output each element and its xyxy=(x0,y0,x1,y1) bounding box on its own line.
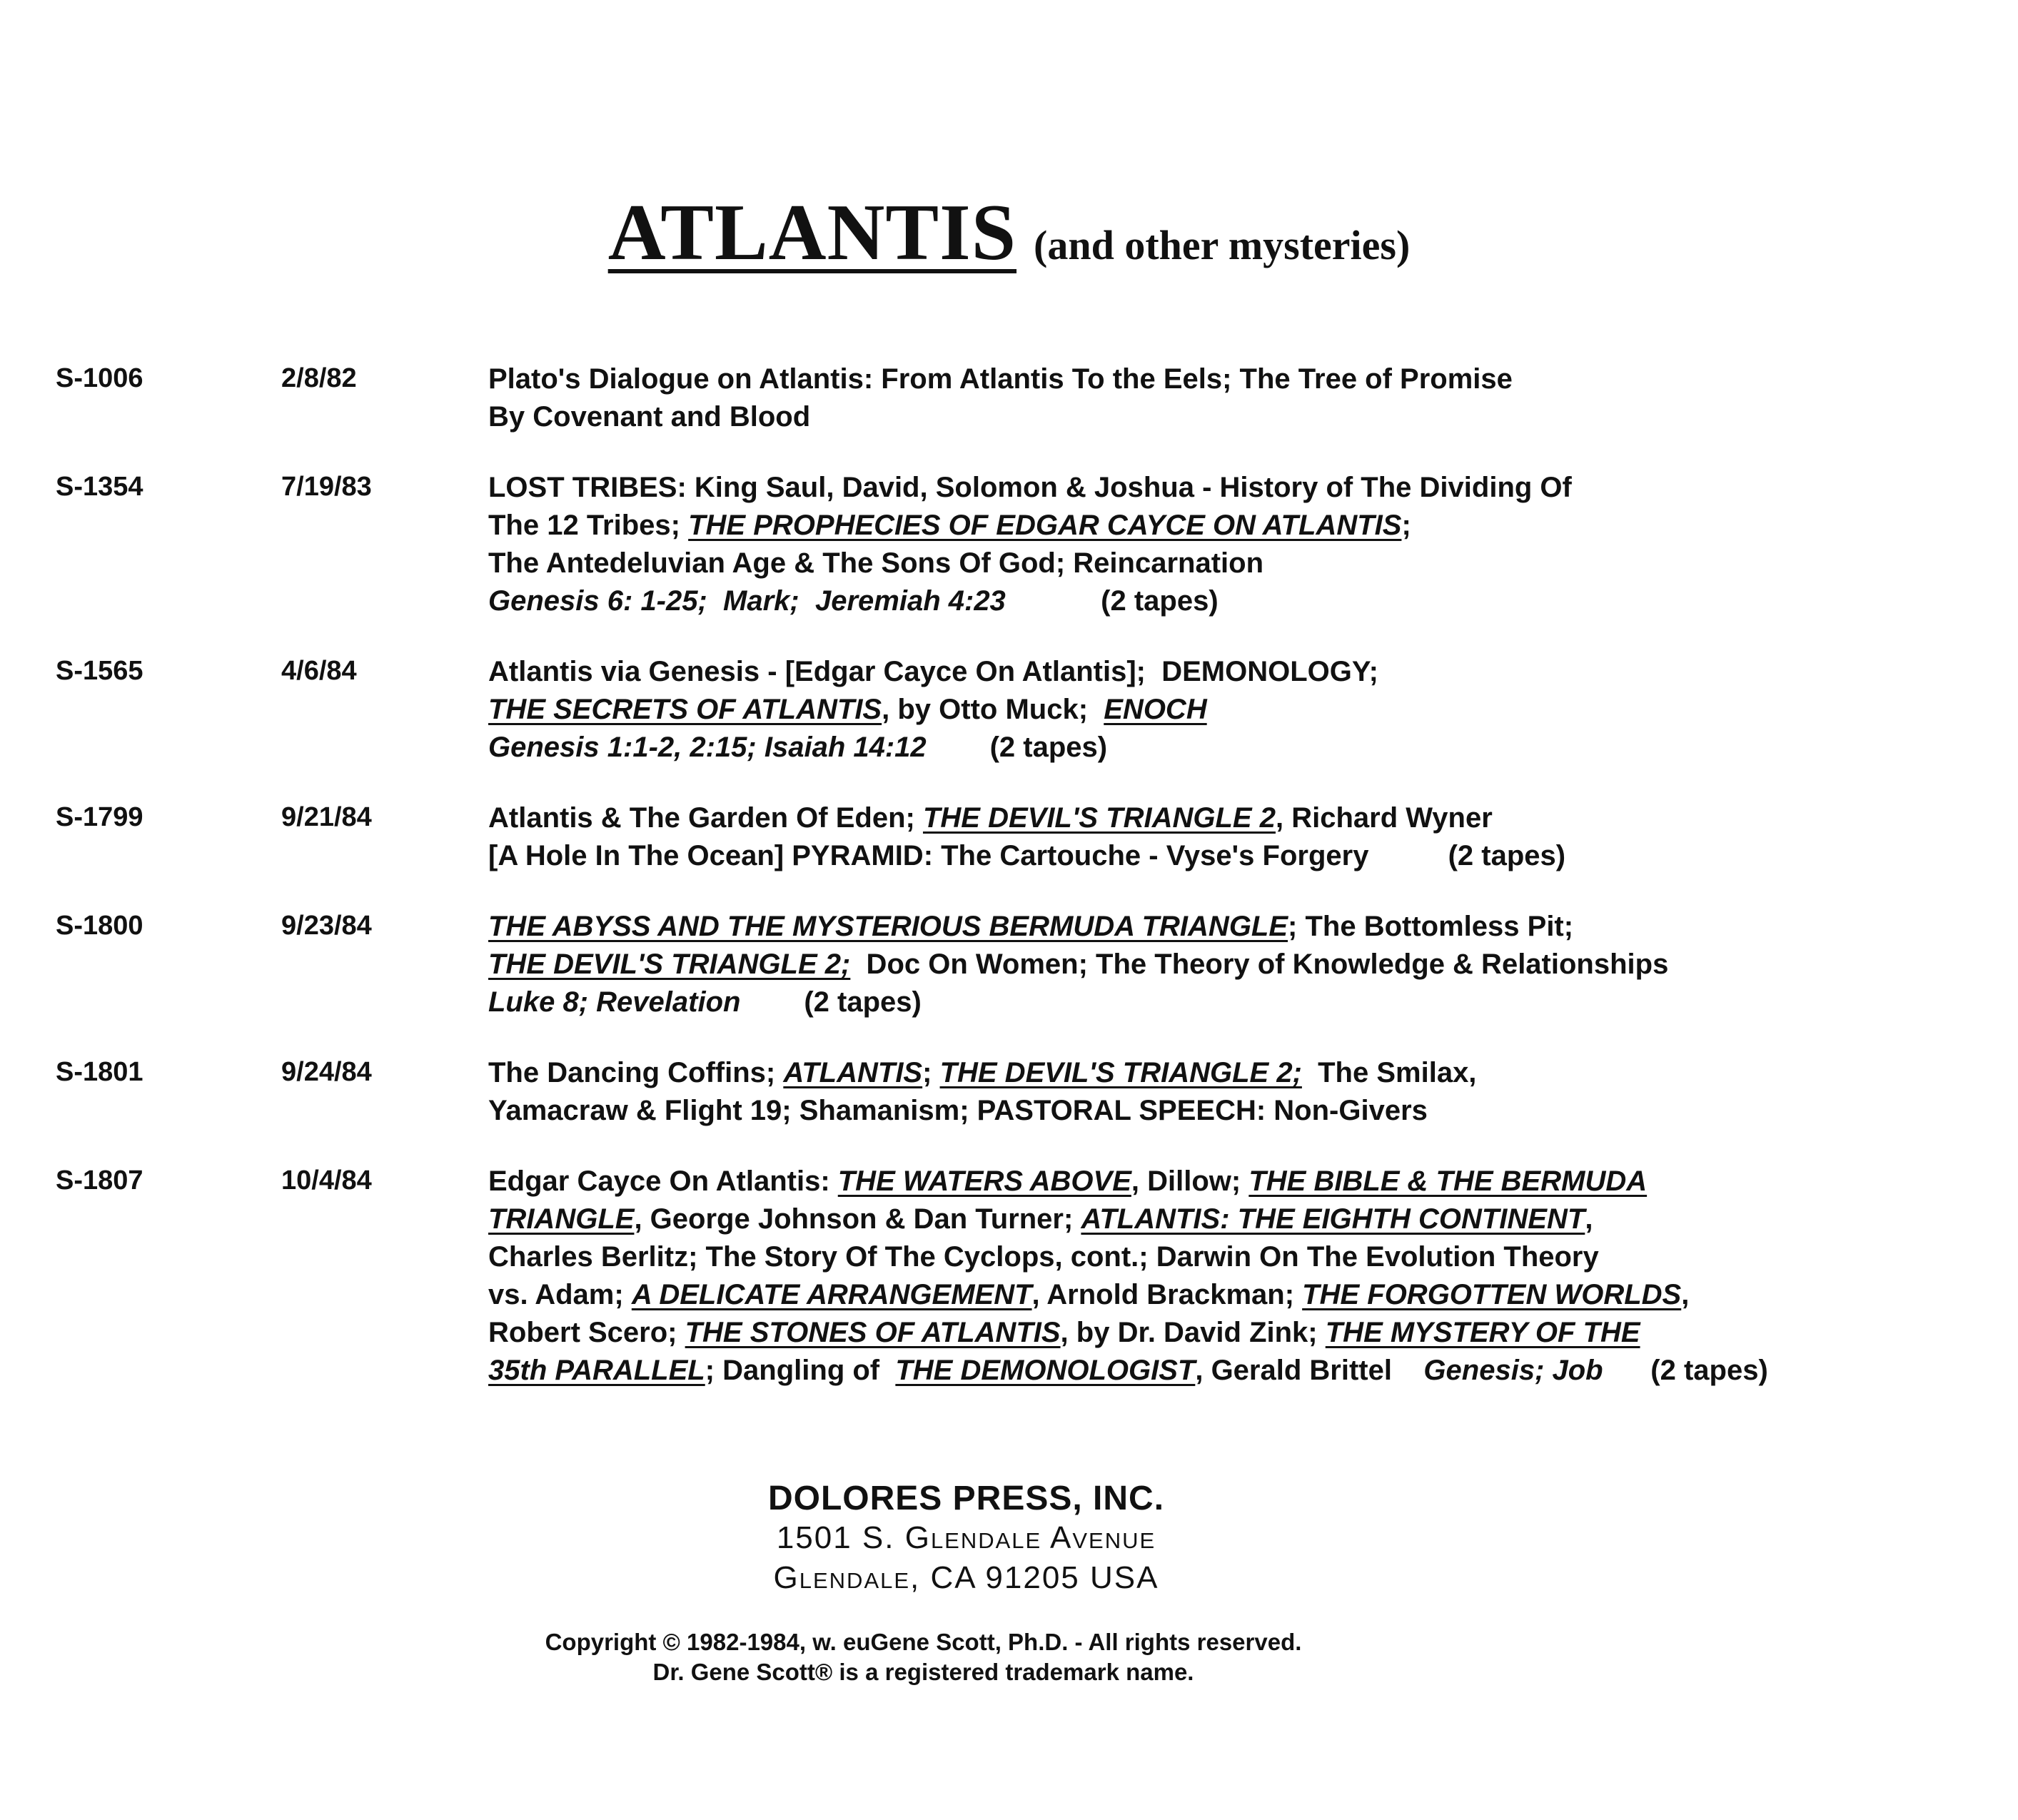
underlined-title: THE WATERS ABOVE xyxy=(837,1166,1131,1197)
description-line xyxy=(488,908,1944,946)
description-line xyxy=(488,691,1944,729)
publisher-address-line1: 1501 S. Glendale Avenue xyxy=(776,1520,1156,1555)
tape-description xyxy=(488,469,1944,620)
description-line xyxy=(488,1092,1944,1130)
underlined-title: TRIANGLE xyxy=(488,1203,635,1235)
publisher-address-line2: Glendale, CA 91205 USA xyxy=(773,1560,1159,1595)
description-text: By Covenant and Blood xyxy=(488,401,811,433)
underlined-title: THE DEVIL'S TRIANGLE 2 xyxy=(922,802,1276,834)
description-text: LOST TRIBES: King Saul, David, Solomon & Joshua - History of The Dividing Of xyxy=(488,472,1572,503)
description-text: Yamacraw & Flight 19; Shamanism; PASTORAL SPEECH: Non-Givers xyxy=(488,1095,1428,1126)
tape-description xyxy=(488,653,1944,767)
tape-code: S-1354 xyxy=(56,472,143,502)
description-line xyxy=(488,360,1944,398)
copyright-block xyxy=(0,1627,1932,1687)
tape-date: 9/24/84 xyxy=(281,1057,372,1087)
tape-entry xyxy=(56,908,1983,1021)
description-text: vs. Adam; xyxy=(488,1279,632,1310)
description-text: (2 tapes) xyxy=(1368,840,1566,871)
underlined-title: ATLANTIS: THE EIGHTH CONTINENT xyxy=(1081,1203,1585,1235)
tape-date: 9/21/84 xyxy=(281,802,372,832)
tape-entry xyxy=(56,799,1983,875)
title-block xyxy=(0,187,2018,279)
tape-date: 2/8/82 xyxy=(281,363,357,393)
description-text: , Richard Wyner xyxy=(1275,802,1493,834)
description-text: Robert Scero; xyxy=(488,1317,685,1348)
tape-description xyxy=(488,908,1944,1021)
page-subtitle: (and other mysteries) xyxy=(1034,222,1411,268)
description-line xyxy=(488,398,1944,436)
description-line xyxy=(488,799,1944,837)
underlined-title: 35th PARALLEL xyxy=(488,1355,705,1386)
description-text: (2 tapes) xyxy=(740,986,922,1018)
description-line xyxy=(488,1200,1944,1238)
description-line xyxy=(488,469,1944,507)
description-text: Atlantis via Genesis - [Edgar Cayce On Atlantis]; DEMONOLOGY; xyxy=(488,656,1378,687)
description-text: (2 tapes) xyxy=(926,732,1108,763)
description-text: ; xyxy=(1401,510,1411,541)
underlined-title: THE PROPHECIES OF EDGAR CAYCE ON ATLANTIS xyxy=(688,510,1402,541)
description-text: ; The Bottomless Pit; xyxy=(1288,911,1574,942)
scripture-reference: Luke 8; Revelation xyxy=(488,986,741,1018)
underlined-title: THE ABYSS AND THE MYSTERIOUS BERMUDA TRIANGLE xyxy=(488,911,1288,942)
description-line xyxy=(488,1352,1944,1390)
underlined-title: THE DEMONOLOGIST xyxy=(895,1355,1196,1386)
underlined-title: THE MYSTERY OF THE xyxy=(1325,1317,1640,1348)
description-text: The Dancing Coffins; xyxy=(488,1057,784,1088)
copyright-line1: Copyright © 1982-1984, w. euGene Scott, Ph.D. - All rights reserved. xyxy=(545,1629,1302,1655)
underlined-title: THE FORGOTTEN WORLDS xyxy=(1302,1279,1682,1310)
tape-description xyxy=(488,1054,1944,1130)
description-text: Edgar Cayce On Atlantis: xyxy=(488,1166,838,1197)
description-line xyxy=(488,1314,1944,1352)
description-line xyxy=(488,984,1944,1021)
underlined-title: ATLANTIS xyxy=(783,1057,923,1088)
description-line xyxy=(488,653,1944,691)
description-line xyxy=(488,507,1944,545)
description-line xyxy=(488,946,1944,984)
description-text: Plato's Dialogue on Atlantis: From Atlantis To the Eels; The Tree of Promise xyxy=(488,363,1513,395)
copyright-line2: Dr. Gene Scott® is a registered trademark name. xyxy=(652,1659,1194,1685)
underlined-title: THE STONES OF ATLANTIS xyxy=(685,1317,1061,1348)
description-line xyxy=(488,1238,1944,1276)
description-line xyxy=(488,1054,1944,1092)
publisher-block xyxy=(0,1479,2018,1598)
description-text: The Antedeluvian Age & The Sons Of God; Reincarnation xyxy=(488,547,1264,579)
underlined-title: THE DEVIL'S TRIANGLE 2; xyxy=(939,1057,1302,1088)
description-line xyxy=(488,837,1944,875)
description-text: (2 tapes) xyxy=(1005,585,1219,617)
description-text: , Arnold Brackman; xyxy=(1031,1279,1303,1310)
description-line xyxy=(488,545,1944,582)
description-text: , George Johnson & Dan Turner; xyxy=(634,1203,1081,1235)
tape-description xyxy=(488,1163,1944,1390)
tape-code: S-1006 xyxy=(56,363,143,393)
description-line xyxy=(488,1276,1944,1314)
description-text: , by Otto Muck; xyxy=(882,694,1104,725)
tape-entry xyxy=(56,469,1983,620)
tape-date: 7/19/83 xyxy=(281,472,372,502)
description-text: Atlantis & The Garden Of Eden; xyxy=(488,802,923,834)
tape-code: S-1565 xyxy=(56,656,143,686)
tape-code: S-1799 xyxy=(56,802,143,832)
description-text: (2 tapes) xyxy=(1603,1355,1768,1386)
tape-description xyxy=(488,799,1944,875)
underlined-title: ENOCH xyxy=(1104,694,1207,725)
underlined-title: THE BIBLE & THE BERMUDA xyxy=(1248,1166,1648,1197)
description-text: , Gerald Brittel xyxy=(1195,1355,1424,1386)
underlined-title: THE DEVIL'S TRIANGLE 2; xyxy=(488,949,851,980)
tape-entry xyxy=(56,1163,1983,1390)
underlined-title: THE SECRETS OF ATLANTIS xyxy=(488,694,882,725)
underlined-title: A DELICATE ARRANGEMENT xyxy=(631,1279,1032,1310)
tape-date: 4/6/84 xyxy=(281,656,357,686)
description-text: ; xyxy=(922,1057,940,1088)
tape-date: 9/23/84 xyxy=(281,911,372,941)
tape-entry xyxy=(56,653,1983,767)
description-line xyxy=(488,1163,1944,1200)
scripture-reference: Genesis 6: 1-25; Mark; Jeremiah 4:23 xyxy=(488,585,1006,617)
tape-description xyxy=(488,360,1944,436)
description-line xyxy=(488,729,1944,767)
description-text: , xyxy=(1681,1279,1690,1310)
description-text: , by Dr. David Zink; xyxy=(1060,1317,1326,1348)
publisher-name: DOLORES PRESS, INC. xyxy=(767,1480,1165,1517)
description-text: [A Hole In The Ocean] PYRAMID: The Cartouche - Vyse's Forgery xyxy=(488,840,1369,871)
scripture-reference: Genesis 1:1-2, 2:15; Isaiah 14:12 xyxy=(488,732,927,763)
scripture-reference: Genesis; Job xyxy=(1423,1355,1603,1386)
description-text: , Dillow; xyxy=(1131,1166,1249,1197)
description-text: The Smilax, xyxy=(1301,1057,1477,1088)
description-text: ; Dangling of xyxy=(705,1355,896,1386)
description-text: Charles Berlitz; The Story Of The Cyclops, cont.; Darwin On The Evolution Theory xyxy=(488,1241,1599,1273)
tape-entry xyxy=(56,360,1983,436)
description-text: , xyxy=(1585,1203,1593,1235)
tape-entry xyxy=(56,1054,1983,1130)
tape-code: S-1807 xyxy=(56,1166,143,1195)
description-line xyxy=(488,582,1944,620)
description-text: The 12 Tribes; xyxy=(488,510,689,541)
tape-date: 10/4/84 xyxy=(281,1166,372,1195)
page-title: ATLANTIS xyxy=(607,188,1017,277)
tape-entry-list xyxy=(56,360,1983,1422)
tape-code: S-1801 xyxy=(56,1057,143,1087)
tape-code: S-1800 xyxy=(56,911,143,941)
description-text: Doc On Women; The Theory of Knowledge & Relationships xyxy=(850,949,1669,980)
